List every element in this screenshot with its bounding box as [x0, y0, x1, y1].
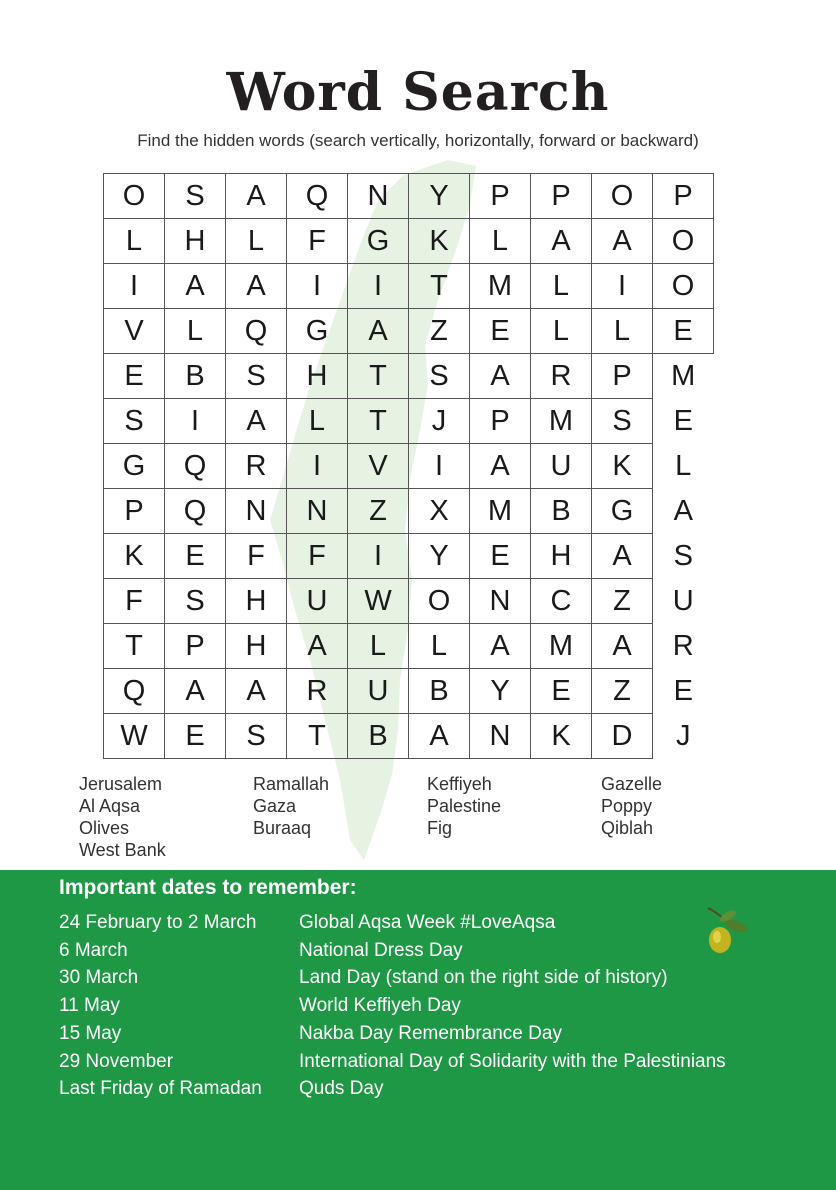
grid-cell[interactable]: F [287, 219, 348, 264]
grid-cell[interactable]: E [470, 534, 531, 579]
grid-cell[interactable]: U [348, 669, 409, 714]
grid-row [104, 354, 714, 399]
date-label: 6 March [59, 939, 128, 961]
grid-cell[interactable]: A [165, 669, 226, 714]
grid-cell[interactable]: U [287, 579, 348, 624]
event-label: National Dress Day [299, 939, 463, 961]
grid-cell[interactable]: L [592, 309, 653, 354]
grid-row [104, 669, 714, 714]
grid-cell[interactable]: Q [287, 174, 348, 219]
grid-cell[interactable]: K [104, 534, 165, 579]
word-item: Fig [427, 818, 453, 838]
grid-cell[interactable]: H [226, 579, 287, 624]
word-column [601, 773, 662, 839]
grid-cell[interactable]: T [348, 354, 409, 399]
date-row [59, 1078, 779, 1106]
grid-cell[interactable]: G [348, 219, 409, 264]
grid-cell[interactable]: T [104, 624, 165, 669]
grid-cell[interactable]: O [653, 264, 714, 309]
grid-cell[interactable]: M [470, 489, 531, 534]
grid-cell[interactable]: A [531, 219, 592, 264]
word-item: Buraaq [253, 818, 312, 838]
grid-cell[interactable]: S [104, 399, 165, 444]
date-label: 11 May [59, 995, 120, 1017]
grid-cell[interactable]: L [348, 624, 409, 669]
grid-cell[interactable]: S [592, 399, 653, 444]
grid-cell[interactable]: F [226, 534, 287, 579]
grid-cell[interactable]: L [675, 449, 692, 482]
grid-cell[interactable]: K [531, 714, 592, 759]
grid-cell[interactable]: B [165, 354, 226, 399]
date-label: 30 March [59, 967, 139, 989]
grid-cell[interactable]: E [165, 534, 226, 579]
grid-row [104, 579, 714, 624]
grid-cell[interactable]: Q [165, 489, 226, 534]
grid-cell[interactable]: M [671, 359, 696, 392]
grid-cell[interactable]: I [348, 534, 409, 579]
date-label: 29 November [59, 1050, 174, 1072]
grid-cell[interactable]: W [104, 714, 165, 759]
grid-cell[interactable]: M [531, 399, 592, 444]
grid-cell[interactable]: Z [592, 669, 653, 714]
grid-cell[interactable]: L [287, 399, 348, 444]
grid-cell[interactable]: H [165, 219, 226, 264]
word-item: Palestine [427, 796, 502, 816]
word-search-grid [103, 173, 714, 759]
grid-cell[interactable]: P [592, 354, 653, 399]
grid-cell[interactable]: L [226, 219, 287, 264]
event-label: Nakba Day Remembrance Day [299, 1022, 562, 1044]
event-label: Quds Day [299, 1078, 384, 1100]
grid-cell[interactable]: J [409, 399, 470, 444]
grid-cell[interactable]: Y [409, 174, 470, 219]
date-row [59, 940, 779, 968]
grid-cell[interactable]: I [104, 264, 165, 309]
grid-row [104, 444, 714, 489]
grid-row [104, 489, 714, 534]
word-list [79, 773, 779, 865]
grid-cell[interactable]: Z [348, 489, 409, 534]
grid-cell[interactable]: H [226, 624, 287, 669]
grid-cell[interactable]: Z [592, 579, 653, 624]
event-label: Global Aqsa Week #LoveAqsa [299, 912, 556, 933]
grid-cell[interactable]: A [470, 354, 531, 399]
grid-cell[interactable]: I [409, 444, 470, 489]
grid-cell[interactable]: V [104, 309, 165, 354]
grid-cell[interactable]: S [165, 174, 226, 219]
grid-cell[interactable]: J [676, 719, 691, 752]
grid-cell[interactable]: F [104, 579, 165, 624]
grid-row [104, 714, 714, 759]
grid-cell[interactable]: N [470, 714, 531, 759]
grid-cell[interactable]: U [672, 584, 694, 617]
grid-cell[interactable]: E [653, 309, 714, 354]
grid-row [104, 174, 714, 219]
grid-cell[interactable]: T [287, 714, 348, 759]
date-row [59, 967, 779, 995]
date-row [59, 995, 779, 1023]
grid-cell[interactable]: I [165, 399, 226, 444]
grid-cell[interactable]: E [673, 404, 693, 437]
grid-cell[interactable]: G [592, 489, 653, 534]
grid-cell[interactable]: N [287, 489, 348, 534]
page-title: Word Search [226, 62, 610, 123]
grid-cell[interactable]: P [104, 489, 165, 534]
grid-cell[interactable]: K [409, 219, 470, 264]
grid-cell[interactable]: P [653, 174, 714, 219]
grid-cell[interactable]: A [470, 444, 531, 489]
grid-cell[interactable]: A [348, 309, 409, 354]
grid-cell[interactable]: A [226, 174, 287, 219]
grid-row [104, 624, 714, 669]
grid-row [104, 264, 714, 309]
grid-cell[interactable]: C [531, 579, 592, 624]
grid-cell[interactable]: L [104, 219, 165, 264]
grid-cell[interactable]: H [531, 534, 592, 579]
grid-cell[interactable]: A [592, 219, 653, 264]
word-item: Gazelle [601, 774, 663, 794]
grid-cell[interactable]: S [165, 579, 226, 624]
grid-cell[interactable]: T [348, 399, 409, 444]
date-label: 24 February to 2 March [59, 912, 257, 933]
grid-cell[interactable]: H [287, 354, 348, 399]
grid-cell[interactable]: I [287, 264, 348, 309]
event-label: International Day of Solidarity with the Palestinians [299, 1050, 726, 1072]
word-item: Olives [79, 818, 130, 838]
grid-cell[interactable]: D [592, 714, 653, 759]
grid-cell[interactable]: L [531, 309, 592, 354]
grid-cell[interactable]: G [104, 444, 165, 489]
grid-cell[interactable]: O [653, 219, 714, 264]
date-row [59, 1023, 779, 1051]
grid-cell[interactable]: Y [470, 669, 531, 714]
grid-cell[interactable]: S [673, 539, 693, 572]
grid-cell[interactable]: M [531, 624, 592, 669]
word-column [253, 773, 329, 839]
grid-row [104, 309, 714, 354]
grid-cell[interactable]: A [592, 624, 653, 669]
grid-row [104, 399, 714, 444]
grid-cell[interactable]: L [409, 624, 470, 669]
date-label: 15 May [59, 1022, 122, 1044]
grid-cell[interactable]: F [287, 534, 348, 579]
grid-cell[interactable]: A [673, 494, 693, 527]
grid-cell[interactable]: R [672, 629, 694, 662]
grid-cell[interactable]: B [348, 714, 409, 759]
grid-cell[interactable]: M [470, 264, 531, 309]
dates-heading: Important dates to remember: [59, 876, 357, 899]
grid-cell[interactable]: X [409, 489, 470, 534]
grid-cell[interactable]: K [592, 444, 653, 489]
grid-cell[interactable]: I [592, 264, 653, 309]
grid-cell[interactable]: E [165, 714, 226, 759]
grid-cell[interactable]: T [409, 264, 470, 309]
olive-branch-icon [694, 904, 754, 960]
grid-cell[interactable]: A [165, 264, 226, 309]
grid-cell[interactable]: O [592, 174, 653, 219]
grid-cell[interactable]: Y [409, 534, 470, 579]
grid-cell[interactable]: L [165, 309, 226, 354]
word-item: Ramallah [253, 774, 330, 794]
word-item: West Bank [79, 840, 166, 860]
grid-cell[interactable]: L [531, 264, 592, 309]
grid-cell[interactable]: P [470, 174, 531, 219]
word-item: Qiblah [601, 818, 654, 838]
event-label: World Keffiyeh Day [299, 995, 461, 1017]
grid-cell[interactable]: S [226, 714, 287, 759]
grid-cell[interactable]: A [287, 624, 348, 669]
grid-cell[interactable]: O [409, 579, 470, 624]
grid-cell[interactable]: R [287, 669, 348, 714]
grid-cell[interactable]: B [531, 489, 592, 534]
grid-row [104, 534, 714, 579]
grid-cell[interactable]: W [348, 579, 409, 624]
page-subtitle: Find the hidden words (search vertically, horizontally, forward or backward) [137, 131, 699, 150]
grid-cell[interactable]: N [348, 174, 409, 219]
grid-cell[interactable]: Q [104, 669, 165, 714]
grid-cell[interactable]: A [470, 624, 531, 669]
word-item: Gaza [253, 796, 297, 816]
word-item: Al Aqsa [79, 796, 141, 816]
grid-cell[interactable]: A [409, 714, 470, 759]
grid-cell[interactable]: S [226, 354, 287, 399]
grid-cell[interactable]: S [409, 354, 470, 399]
grid-cell[interactable]: E [673, 674, 693, 707]
grid-cell[interactable]: R [531, 354, 592, 399]
grid-cell[interactable]: R [226, 444, 287, 489]
grid-cell[interactable]: Z [409, 309, 470, 354]
grid-cell[interactable]: A [226, 264, 287, 309]
date-label: Last Friday of Ramadan [59, 1078, 262, 1100]
grid-cell[interactable]: P [531, 174, 592, 219]
grid-cell[interactable]: G [287, 309, 348, 354]
word-column [79, 773, 166, 861]
word-item: Keffiyeh [427, 774, 492, 794]
grid-cell[interactable]: L [470, 219, 531, 264]
grid-cell[interactable]: I [287, 444, 348, 489]
word-item: Jerusalem [79, 774, 163, 794]
grid-cell[interactable]: E [104, 354, 165, 399]
date-row [59, 912, 779, 940]
event-label: Land Day (stand on the right side of history) [299, 967, 668, 989]
grid-cell[interactable]: O [104, 174, 165, 219]
grid-cell[interactable]: N [226, 489, 287, 534]
grid-cell[interactable]: E [470, 309, 531, 354]
grid-cell[interactable]: V [348, 444, 409, 489]
grid-cell[interactable]: N [470, 579, 531, 624]
grid-cell[interactable]: E [531, 669, 592, 714]
grid-cell[interactable]: A [226, 399, 287, 444]
grid-cell[interactable]: Q [226, 309, 287, 354]
grid-cell[interactable]: P [165, 624, 226, 669]
grid-cell[interactable]: U [531, 444, 592, 489]
word-column [427, 773, 501, 839]
word-item: Poppy [601, 796, 653, 816]
grid-cell[interactable]: A [592, 534, 653, 579]
grid-cell[interactable]: A [226, 669, 287, 714]
grid-cell[interactable]: P [470, 399, 531, 444]
grid-cell[interactable]: I [348, 264, 409, 309]
grid-cell[interactable]: Q [165, 444, 226, 489]
grid-row [104, 219, 714, 264]
grid-cell[interactable]: B [409, 669, 470, 714]
date-row [59, 1051, 779, 1079]
